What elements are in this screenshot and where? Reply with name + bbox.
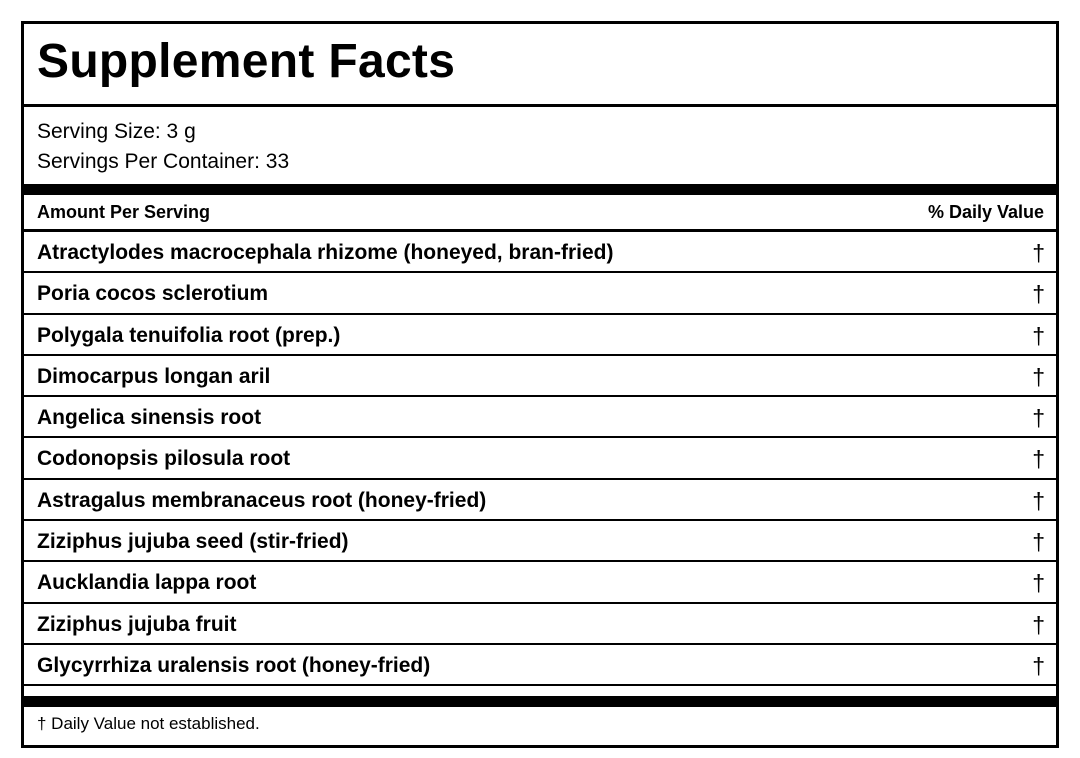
table-row <box>24 562 1056 603</box>
table-row <box>24 480 1056 521</box>
table-row <box>24 521 1056 562</box>
ingredient-name: Atractylodes macrocephala rhizome (honeyed, bran-fried) <box>37 241 614 264</box>
ingredient-name: Dimocarpus longan aril <box>37 364 271 388</box>
ingredient-name: Astragalus membranaceus root (honey-fried) <box>37 488 487 512</box>
daily-value-dagger: † <box>1032 322 1045 349</box>
daily-value-dagger: † <box>1032 405 1045 432</box>
daily-value-header: % Daily Value <box>927 202 1044 222</box>
table-row <box>24 604 1056 645</box>
title-box <box>24 24 1056 107</box>
thick-divider-bottom <box>24 696 1056 707</box>
table-row <box>24 315 1056 356</box>
ingredient-name: Glycyrrhiza uralensis root (honey-fried) <box>37 653 431 677</box>
ingredient-name: Ziziphus jujuba fruit <box>37 612 237 636</box>
ingredient-name: Polygala tenuifolia root (prep.) <box>37 323 341 347</box>
ingredient-name: Ziziphus jujuba seed (stir-fried) <box>37 530 349 554</box>
serving-info <box>24 107 1056 184</box>
table-row <box>24 273 1056 314</box>
daily-value-dagger: † <box>1032 446 1045 473</box>
ingredient-name: Codonopsis pilosula root <box>37 447 291 471</box>
daily-value-dagger: † <box>1032 240 1045 266</box>
daily-value-dagger: † <box>1032 281 1045 308</box>
servings-per-container: Servings Per Container: 33 <box>37 150 290 173</box>
table-row <box>24 645 1056 686</box>
daily-value-dagger: † <box>1032 363 1045 390</box>
ingredient-name: Poria cocos sclerotium <box>37 282 269 306</box>
table-row <box>24 232 1056 273</box>
table-row <box>24 397 1056 438</box>
ingredient-name: Aucklandia lappa root <box>37 571 257 595</box>
daily-value-dagger: † <box>1032 529 1045 556</box>
supplement-facts-panel <box>21 21 1059 748</box>
table-row <box>24 356 1056 397</box>
daily-value-dagger: † <box>1032 487 1045 514</box>
serving-size: Serving Size: 3 g <box>37 120 196 143</box>
table-row <box>24 438 1056 479</box>
page-title: Supplement Facts <box>37 35 456 88</box>
amount-per-serving-header: Amount Per Serving <box>37 202 211 222</box>
table-header <box>24 195 1056 232</box>
ingredient-name: Angelica sinensis root <box>37 406 262 430</box>
daily-value-dagger: † <box>1032 570 1045 597</box>
thick-divider-top <box>24 184 1056 195</box>
daily-value-dagger: † <box>1032 611 1045 638</box>
footnote: † Daily Value not established. <box>37 714 260 733</box>
ingredient-list <box>24 232 1056 686</box>
daily-value-dagger: † <box>1032 652 1045 679</box>
